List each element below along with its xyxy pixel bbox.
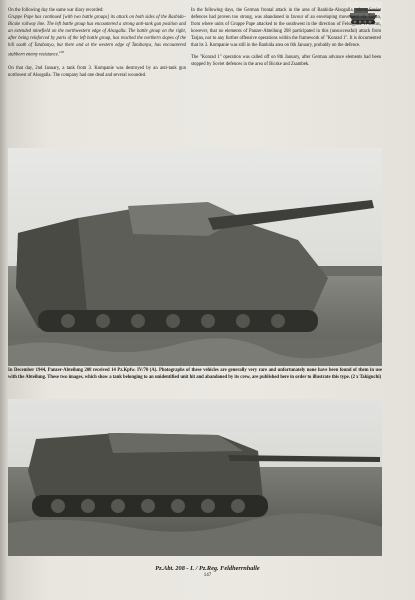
paragraph-second-january: On that day, 2nd January, a tank from 3. Kompanie was destroyed by an anti-tank gun northwest of Alsogalla. The company had one dead and several wounded.	[8, 65, 186, 78]
page-gutter-shadow	[0, 0, 8, 600]
abandoned-tank-side-photo	[8, 399, 382, 556]
diary-quote: Gruppe Pape has continued [with two battle groups] its attack on both sides of the Bashida–Bicske railway line. The left battle group has encountered a strong anti-tank gun position and an extended minefield on the northwestern edge of Alsogalla. The battle group on the right, after being reinforced by parts of the left battle group, has reached the northern slopes of the hill south of Tatabanya, but there and at the western edge of Tatabanya, has encountered stubborn enemy resistance.	[8, 14, 186, 58]
photo-caption: In December 1944, Panzer-Abteilung 208 received 14 Pz.Kpfw. IV/70 (A). Photographs of these vehicles are generally very rare and unfortunately none have been found of them in use with the Abteilung. These two images, which show a tank belonging to an unidentified unit hit and abandoned by its crew, are published here in order to illustrate this type. (2 x Takiguchi)	[8, 368, 382, 380]
paragraph-frontal-attack: In the following days, the German frontal attack in the area of Banhida-Alsogalla, where Soviet defences had proven too strong, was abandoned in favour of an enveloping movement via Tarjan, from where units of Gruppe Pape attacked to the southwest in the direction of Felsogalla. It seems, however, that no elements of Panzer-Abteilung 208 participated in this (unsuccessful) attack from Tarjan, nor to any further offensive operations within the framework of "Konrad 1". It is documented that its 3. Kompanie was still in the Banhida area on 6th January, probably on the defence.	[191, 8, 381, 48]
right-text-column	[191, 8, 381, 75]
abandoned-tank-photo	[8, 148, 382, 366]
left-text-column	[8, 8, 186, 86]
paragraph-konrad-called-off: The "Konrad 1" operation was called off on 8th January, after German advance elements had been stopped by Soviet defences in the area of Bicske and Zsambek.	[191, 55, 381, 68]
paragraph-war-diary	[8, 8, 186, 60]
footer-title: Pz.Abt. 208 - I. / Pz.Reg. Feldherrnhalle	[155, 565, 260, 572]
footnote-ref: 105	[59, 50, 65, 55]
page-number: 147	[203, 573, 212, 578]
diary-intro: On the following day the same war diary recorded:	[8, 8, 104, 13]
